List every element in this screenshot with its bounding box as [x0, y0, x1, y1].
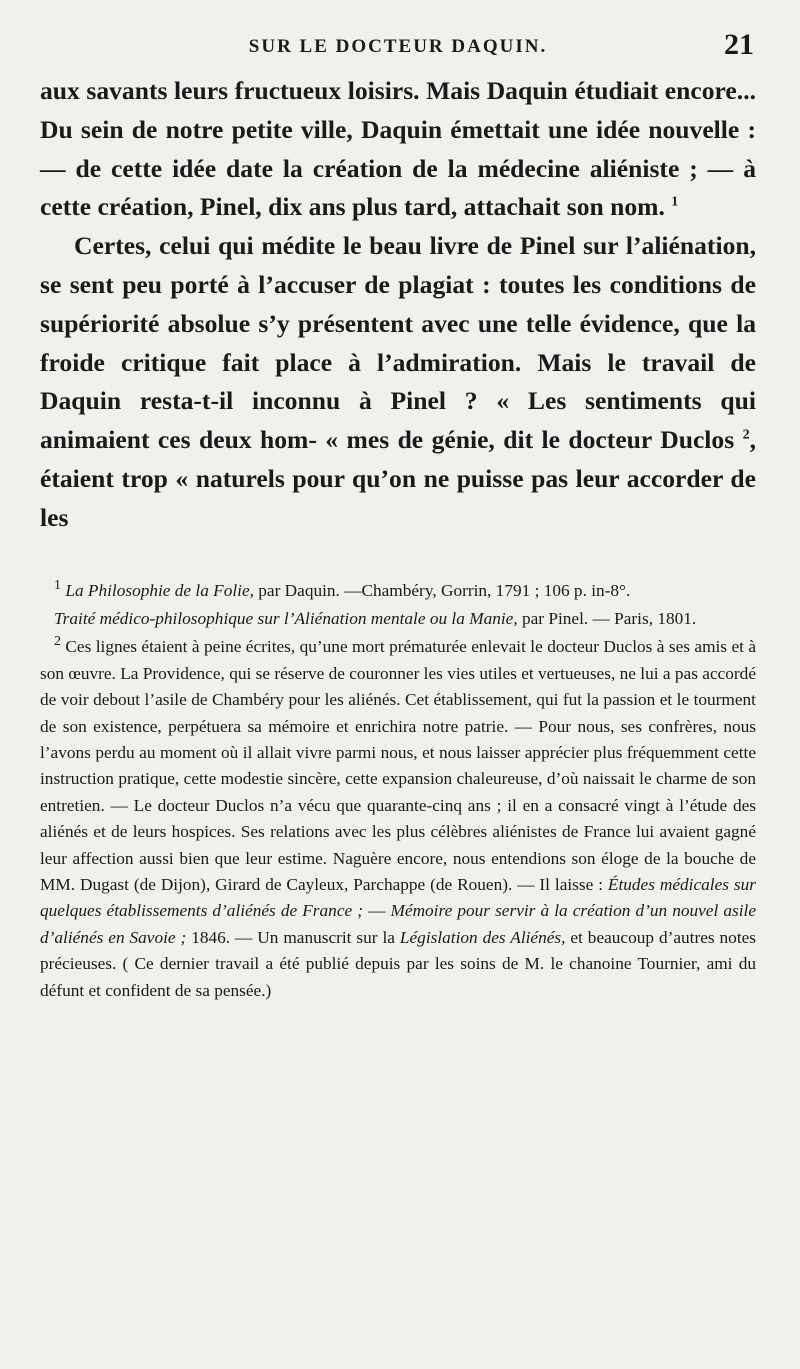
main-text [40, 72, 756, 538]
footnote-1-rest: par Daquin. —Chambéry, Gorrin, 1791 ; 106 p. in-8°. [253, 580, 631, 600]
footnote-2-text3: et beaucoup d’autres notes précieuses. ( Ce dernier travail a été publié depuis par les soins de M. le chanoine Tournier, ami du défunt et confident de sa pensée.) [40, 927, 757, 1000]
paragraph-1-text: aux savants leurs fructueux loisirs. Mais Daquin étudiait encore... Du sein de notre petite ville, Daquin émettait une idée nouvelle : — de cette idée date la création de la médecine aliéniste ; — à cette création, Pinel, dix ans plus tard, attachait son nom. [40, 76, 756, 222]
paragraph-2-text: Certes, celui qui médite le beau livre de Pinel sur l’aliénation, se sent peu porté à l’accuser de plagiat : toutes les conditions de supériorité absolue s’y présentent avec une telle évidence, que la froide critique fait place à l’admiration. Mais le travail de Daquin resta-t-il inconnu à Pinel ? « Les sentiments qui animaient ces deux hom- « mes de génie, dit le docteur Duclos [40, 231, 756, 455]
paragraph-2-end: , étaient trop « naturels pour qu’on ne puisse pas leur accorder de les [40, 425, 756, 532]
footnote-1b [40, 606, 756, 632]
footnote-ref-2: 2 [742, 427, 750, 443]
footnotes [40, 578, 756, 1005]
page-header [40, 28, 756, 72]
footnote-2 [40, 634, 756, 1004]
footnote-2-text1: Ces lignes étaient à peine écrites, qu’une mort prématurée enlevait le docteur Duclos à ses amis et à son œuvre. La Providence, qui se réserve de couronner les vies utiles et vertueuses, ne lui a pas accordé de voir debout l’asile de Chambéry pour les aliénés. Cet établissement, qui fut la passion et le tourment de son existence, perpétuera sa mémoire et enrichira notre patrie. — Pour nous, ses confrères, nous l’avons perdu au moment où il allait vivre parmi nous, et nous laisser apprécier plus fréquemment cette instruction pratique, cette modestie sincère, cette expansion chaleureuse, d’où naissait le charme de son entretien. — Le docteur Duclos n’a vécu que quarante-cinq ans ; il en a consacré vingt à l’étude des aliénés et de leurs hospices. Ses relations avec les plus célèbres aliénistes de France lui avaient gagné leur affection aussi bien que leur estime. Naguère encore, nous entendions son éloge de la bouche de MM. Dugast (de Dijon), Girard de Cayleux, Parchappe (de Rouen). — Il laisse : [40, 637, 756, 895]
footnote-1b-title: Traité médico-philosophique sur l’Aliénation mentale ou la Manie, [54, 608, 518, 628]
footnote-ref-1: 1 [671, 194, 679, 210]
paragraph-1 [40, 72, 756, 227]
running-head: SUR LE DOCTEUR DAQUIN. [248, 36, 548, 57]
footnote-separator [40, 538, 756, 578]
page-number: 21 [724, 28, 754, 61]
book-page [40, 28, 756, 1006]
footnote-2-work3: Législation des Aliénés, [399, 927, 566, 947]
footnote-1b-rest: par Pinel. — Paris, 1801. [517, 608, 697, 628]
footnote-2-text2: 1846. — Un manuscrit sur la [186, 927, 400, 947]
footnote-1 [40, 578, 756, 604]
footnote-2-marker: 2 [54, 634, 61, 650]
footnote-1-title: La Philosophie de la Folie, [65, 580, 254, 600]
footnote-1-marker: 1 [54, 577, 61, 593]
footnote-2-work2: Mémoire pour servir à la création d’un nouvel asile d’aliénés en Savoie ; [40, 901, 757, 947]
footnote-2-work1: Études médicales sur quelques établissements d’aliénés de France ; [40, 875, 756, 921]
paragraph-2 [40, 227, 756, 537]
footnote-2-sep1: — [363, 901, 391, 921]
